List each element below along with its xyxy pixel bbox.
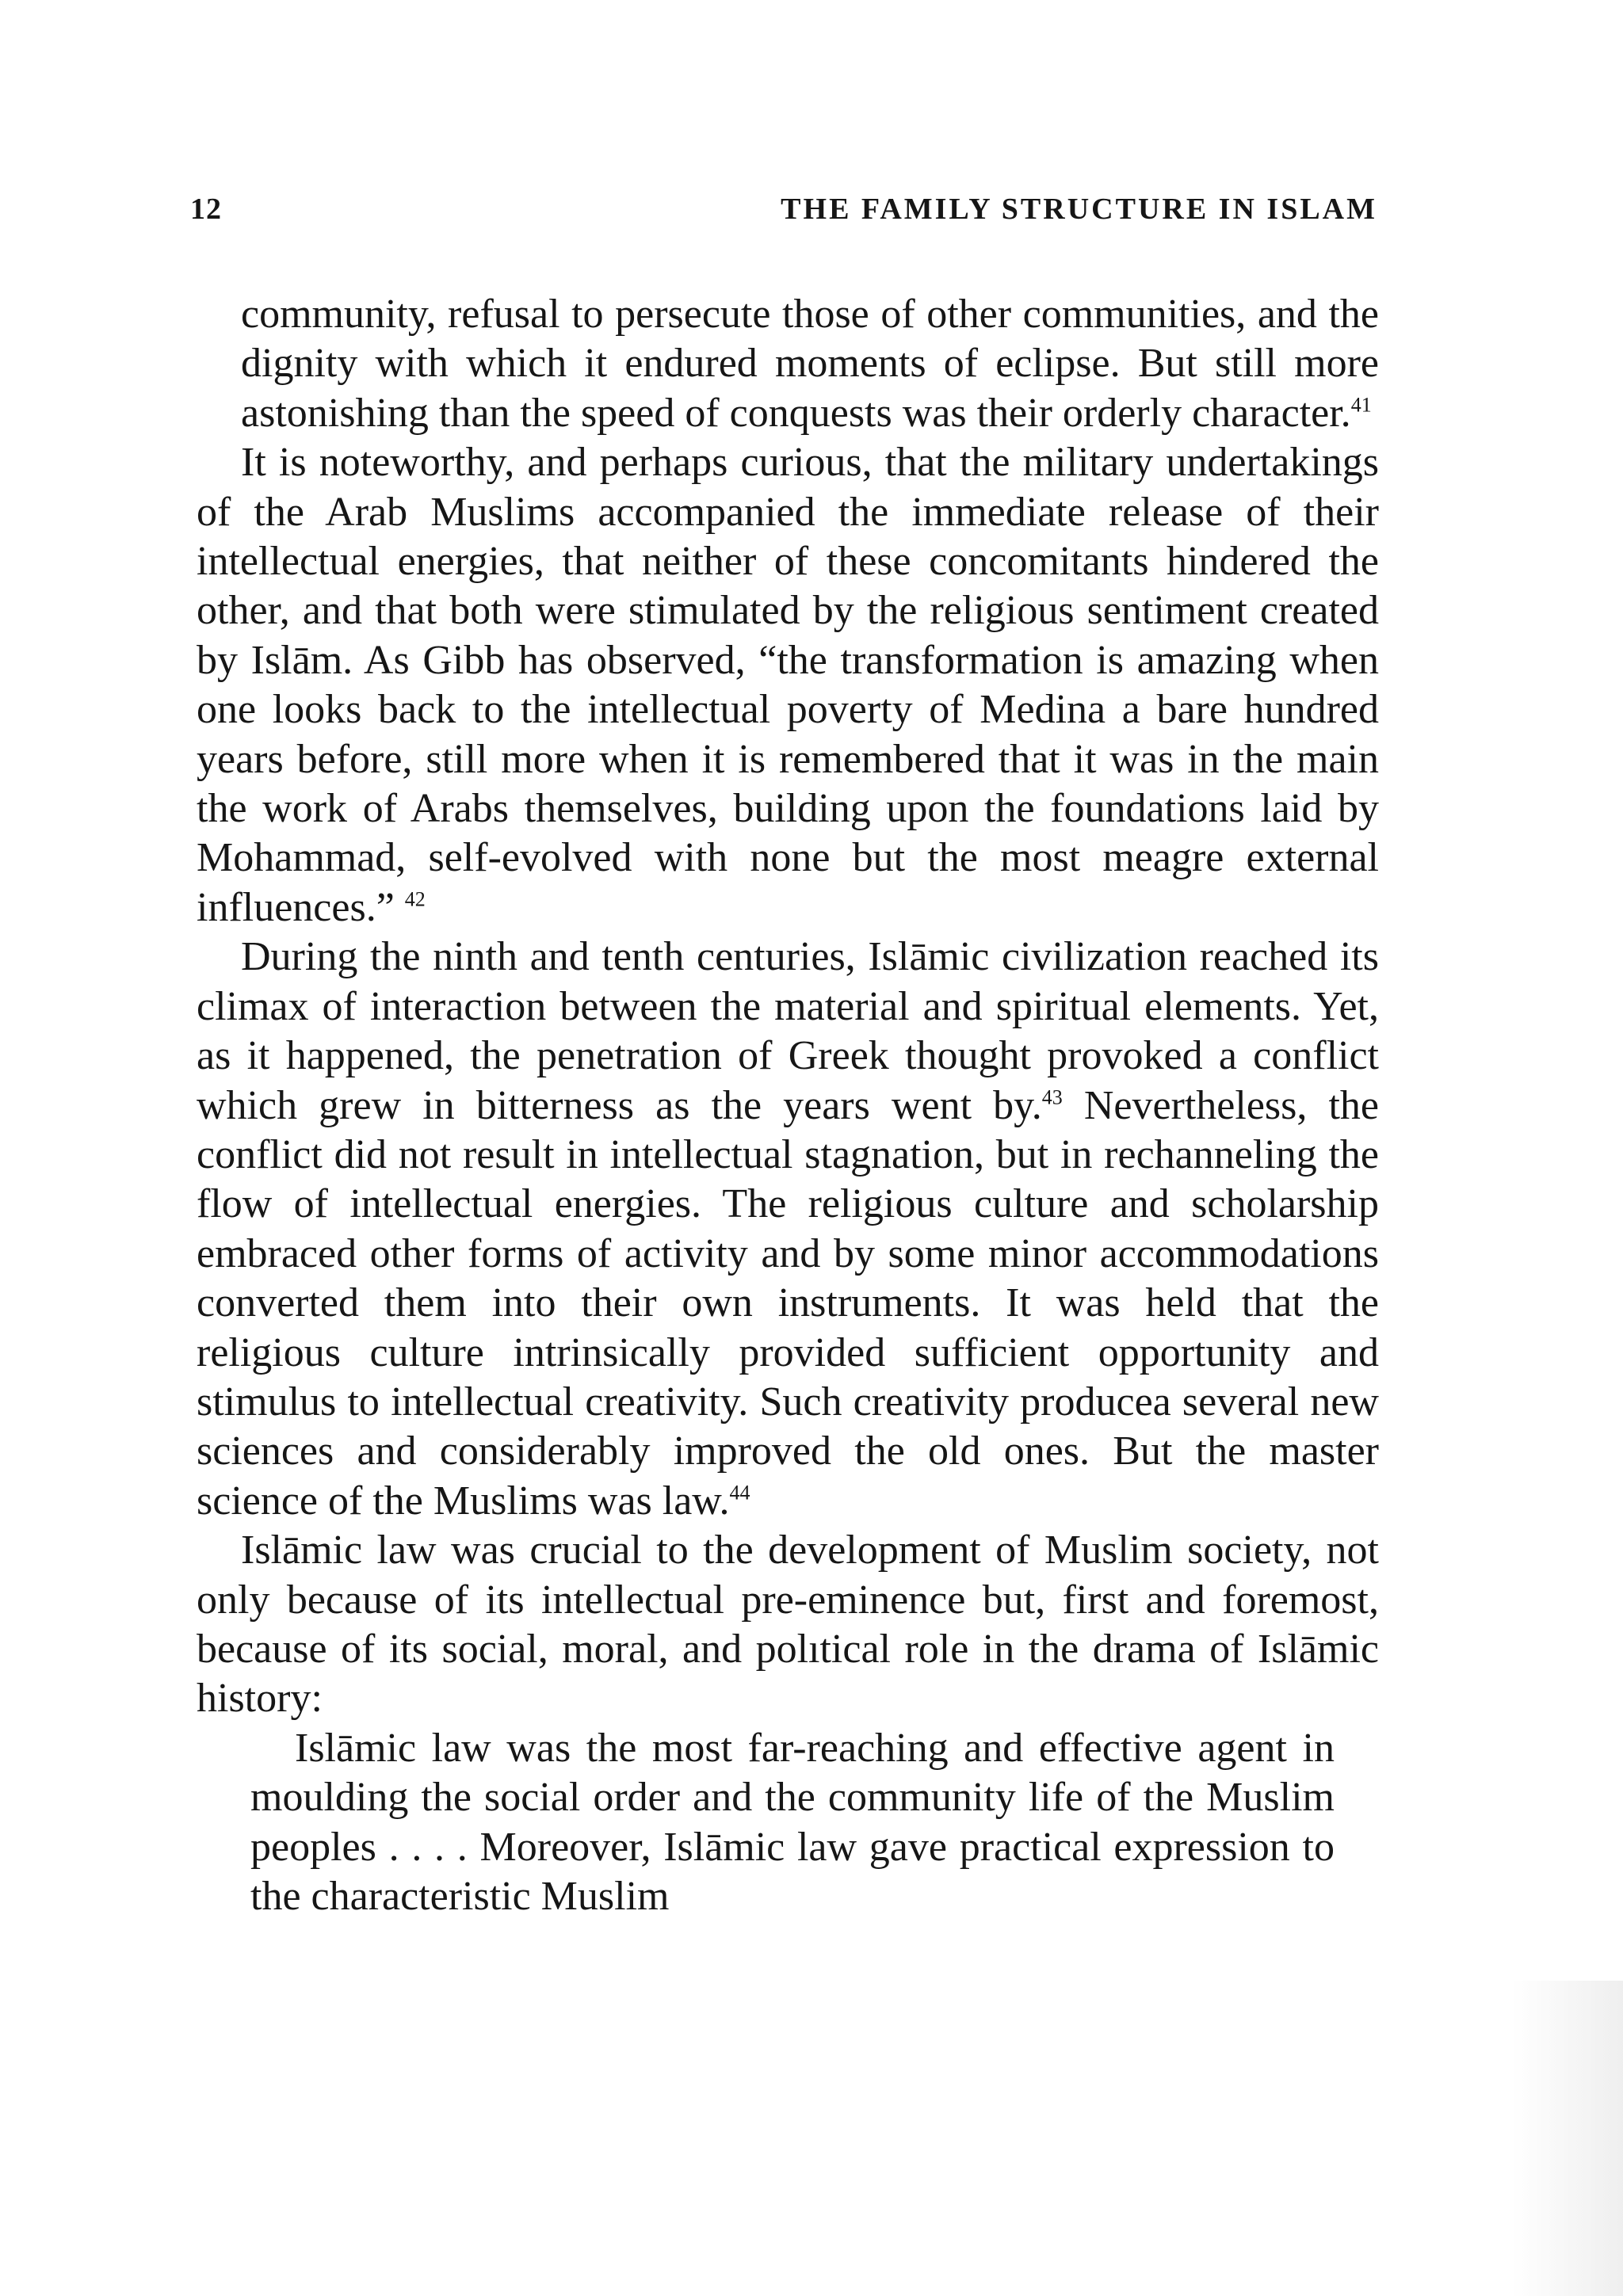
- body-text: [197, 290, 1379, 1921]
- scan-shadow: [1512, 1981, 1623, 2296]
- paragraph-1-text: community, refusal to persecute those of other communities, and the dignity with which it endured moments of eclipse. But still more astonishing than the speed of conquests was their orderly character.: [241, 292, 1379, 436]
- paragraph-3-text-b: Nevertheless, the conflict did not result in intellectual stagnation, but in rechanneling the flow of intellectual energies. The religious culture and scholarship embraced other forms of activity and by some minor accommodations converted them into their own instruments. It was held that the religious culture intrinsically provided sufficient opportunity and stimulus to intellectual creativity. Such creativity producea several new sciences and considerably improved the old ones. But the master science of the Muslims was law.: [197, 1082, 1379, 1524]
- running-title: THE FAMILY STRUCTURE IN ISLAM: [781, 193, 1377, 226]
- block-quote-text: Islāmic law was the most far-reaching and effective agent in moulding the social order and the community life of the Muslim peoples . . . . Moreover, Islāmic law gave practical expression to the characteristic Muslim: [250, 1725, 1335, 1919]
- paragraph-1: [197, 290, 1379, 438]
- running-header: [190, 192, 1377, 239]
- paragraph-3: [197, 933, 1379, 1526]
- paragraph-4: [197, 1526, 1379, 1724]
- block-quote: [197, 1724, 1379, 1922]
- footnote-ref-42: 42: [404, 887, 426, 911]
- paragraph-4-text: Islāmic law was crucial to the development of Muslim society, not only because of its intellectual pre-eminence but, first and foremost, because of its social, moral, and polıtical role in the drama of Islāmic history:: [197, 1527, 1379, 1722]
- footnote-ref-44: 44: [729, 1481, 750, 1505]
- footnote-ref-43: 43: [1041, 1085, 1063, 1109]
- page-number: 12: [190, 193, 222, 226]
- paragraph-3-text-a: During the ninth and tenth centuries, Islāmic civilization reached its climax of interaction between the material and spiritual elements. Yet, as it happened, the penetration of Greek thought provoked a conflict which grew in bitterness as the years went by.: [197, 934, 1379, 1128]
- paragraph-2: [197, 438, 1379, 933]
- footnote-ref-41: 41: [1350, 393, 1372, 417]
- paragraph-2-text: It is noteworthy, and perhaps curious, that the military undertakings of the Arab Muslims accompanied the immediate release of their intellectual energies, that neither of these concomitants hindered the other, and that both were stimulated by the religious sentiment created by Islām. As Gibb has observed, “the transformation is amazing when one looks back to the intellectual poverty of Medina a bare hundred years before, still more when it is remembered that it was in the main the work of Arabs themselves, building upon the foundations laid by Mohammad, self-evolved with none but the most meagre external influences.”: [197, 440, 1379, 930]
